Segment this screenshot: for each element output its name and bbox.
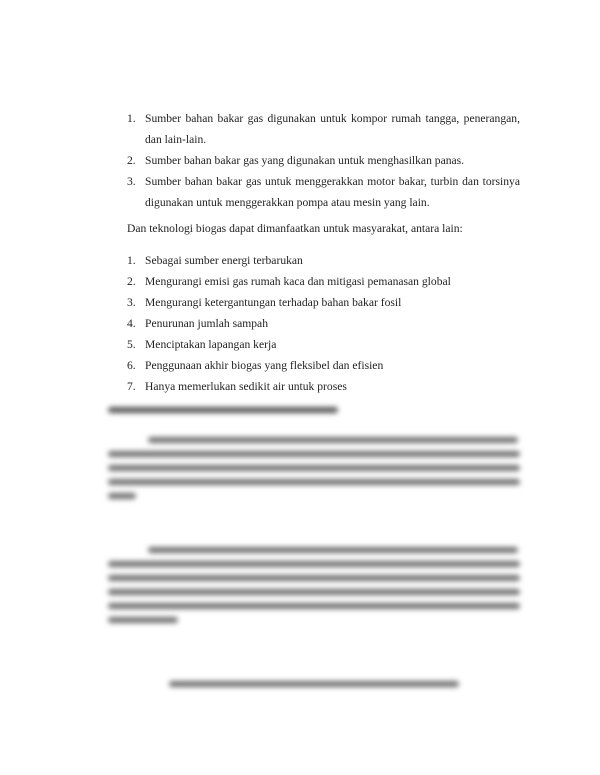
blurred-caption xyxy=(108,674,520,695)
list-item xyxy=(127,271,520,292)
list-item xyxy=(127,250,520,271)
list-item-number: 7. xyxy=(127,380,136,393)
list-item-text: Sebagai sumber energi terbarukan xyxy=(145,254,303,267)
list-item-number: 3. xyxy=(127,175,136,188)
list-item-number: 2. xyxy=(127,275,136,288)
list-item xyxy=(127,108,520,150)
list-item xyxy=(127,376,520,397)
list-item xyxy=(127,171,520,213)
list-item xyxy=(127,334,520,355)
list-item-text: Hanya memerlukan sedikit air untuk proses xyxy=(145,380,347,393)
list-item-number: 3. xyxy=(127,296,136,309)
list-item-number: 1. xyxy=(127,112,136,125)
blurred-paragraph xyxy=(108,540,520,631)
list-item-text: Mengurangi ketergantungan terhadap bahan bakar fosil xyxy=(145,296,402,309)
blurred-section-heading xyxy=(108,400,520,421)
list-item-text: Sumber bahan bakar gas yang digunakan untuk menghasilkan panas. xyxy=(145,154,465,167)
list-item-text: Mengurangi emisi gas rumah kaca dan mitigasi pemanasan global xyxy=(145,275,451,288)
list-item-number: 4. xyxy=(127,317,136,330)
list-item-text: Sumber bahan bakar gas digunakan untuk kompor rumah tangga, penerangan, dan lain-lain. xyxy=(145,112,520,146)
list-item-number: 6. xyxy=(127,359,136,372)
blurred-paragraph xyxy=(108,430,520,507)
list-item xyxy=(127,292,520,313)
biogas-benefits-list xyxy=(127,250,520,397)
list-item xyxy=(127,313,520,334)
list-item-text: Sumber bahan bakar gas untuk menggerakkan motor bakar, turbin dan torsinya digunakan untuk menggerakkan pompa atau mesin yang lain. xyxy=(145,175,520,209)
list-item-number: 2. xyxy=(127,154,136,167)
list-item-number: 1. xyxy=(127,254,136,267)
list-item-text: Penurunan jumlah sampah xyxy=(145,317,268,330)
benefits-intro-paragraph: Dan teknologi biogas dapat dimanfaatkan untuk masyarakat, antara lain: xyxy=(127,222,463,235)
list-item xyxy=(127,355,520,376)
biogas-uses-list xyxy=(127,108,520,213)
list-item xyxy=(127,150,520,171)
list-item-number: 5. xyxy=(127,338,136,351)
list-item-text: Penggunaan akhir biogas yang fleksibel dan efisien xyxy=(145,359,384,372)
list-item-text: Menciptakan lapangan kerja xyxy=(145,338,277,351)
